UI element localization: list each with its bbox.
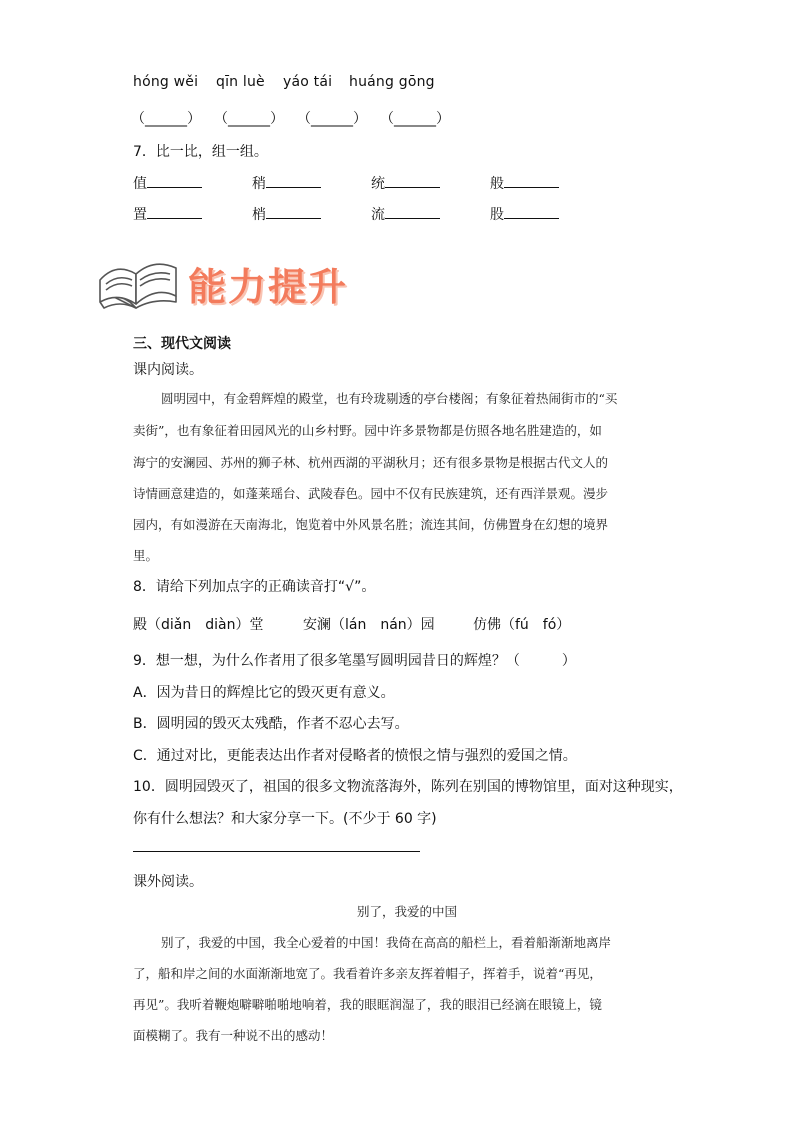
q7-prompt: 7．比一比，组一组。 (133, 144, 268, 160)
q10-prompt-line1: 10．圆明园毁灭了，祖国的很多文物流落海外，陈列在别国的博物馆里，面对这种现实， (133, 779, 683, 795)
char-label: 值 (133, 176, 147, 192)
answer-blank-3[interactable]: （______） (297, 111, 367, 127)
pinyin-3: yáo tái (283, 74, 333, 90)
passage-line: 卖街”，也有象征着田园风光的山乡村野。园中许多景物都是仿照各地名胜建造的，如 (133, 423, 602, 438)
passage-line: 诗情画意建造的，如蓬莱瑶台、武陵春色。园中不仅有民族建筑，还有西洋景观。漫步 (133, 486, 609, 501)
q7-row1-char1 (133, 173, 202, 193)
q7-row2-char4 (490, 204, 559, 224)
char-label: 流 (371, 207, 385, 223)
answer-blank-2[interactable]: （______） (214, 111, 284, 127)
q7-row2-char1 (133, 204, 202, 224)
q7-row1-char2 (252, 173, 321, 193)
char-label: 般 (490, 176, 504, 192)
fill-blank[interactable] (147, 173, 202, 188)
q10-answer-line[interactable] (133, 851, 420, 852)
passage-line: 面模糊了。我有一种说不出的感动！ (133, 1028, 334, 1043)
pinyin-1: hóng wěi (133, 74, 199, 90)
extra-reading-label: 课外阅读。 (133, 874, 203, 890)
section-heading: 三、现代文阅读 (133, 336, 231, 352)
q8-item-2[interactable]: 安澜（lán nán）园 (303, 617, 435, 633)
passage-title: 别了，我爱的中国 (357, 904, 458, 919)
q8-prompt: 8．请给下列加点字的正确读音打“√”。 (133, 579, 376, 595)
fill-blank[interactable] (266, 204, 321, 219)
char-label: 统 (371, 176, 385, 192)
fill-blank[interactable] (266, 173, 321, 188)
answer-blank-4[interactable]: （______） (380, 111, 450, 127)
pinyin-4: huáng gōng (349, 74, 435, 90)
q7-row2-char3 (371, 204, 440, 224)
fill-blank[interactable] (385, 204, 440, 219)
q9-option-b[interactable]: B．圆明园的毁灭太残酷，作者不忍心去写。 (133, 716, 409, 732)
banner-title: 能力提升 (188, 265, 349, 309)
fill-blank[interactable] (504, 204, 559, 219)
q9-option-a[interactable]: A．因为昔日的辉煌比它的毁灭更有意义。 (133, 685, 395, 701)
answer-blank-1[interactable]: （______） (131, 111, 201, 127)
fill-blank[interactable] (385, 173, 440, 188)
q8-item-3[interactable]: 仿佛（fú fó） (473, 617, 571, 633)
q7-row1-char3 (371, 173, 440, 193)
char-label: 置 (133, 207, 147, 223)
pinyin-2: qīn luè (216, 74, 265, 90)
passage-line: 园内，有如漫游在天南海北，饱览着中外风景名胜；流连其间，仿佛置身在幻想的境界 (133, 517, 609, 532)
q9-option-c[interactable]: C．通过对比，更能表达出作者对侵略者的愤恨之情与强烈的爱国之情。 (133, 748, 577, 764)
fill-blank[interactable] (147, 204, 202, 219)
char-label: 稍 (252, 176, 266, 192)
q10-prompt-line2: 你有什么想法？和大家分享一下。(不少于 60 字) (133, 811, 437, 827)
char-label: 梢 (252, 207, 266, 223)
q9-prompt: 9．想一想，为什么作者用了很多笔墨写圆明园昔日的辉煌？（ ） (133, 653, 576, 669)
passage-line: 了，船和岸之间的水面渐渐地宽了。我看着许多亲友挥着帽子，挥着手，说着“再见， (133, 966, 602, 981)
char-label: 股 (490, 207, 504, 223)
passage-line: 圆明园中，有金碧辉煌的殿堂，也有玲珑剔透的亭台楼阁；有象征着热闹街市的“买 (161, 391, 618, 406)
passage-line: 别了，我爱的中国，我全心爱着的中国！我倚在高高的船栏上，看着船渐渐地离岸 (161, 935, 612, 950)
passage-line: 再见”。我听着鞭炮噼噼啪啪地响着，我的眼眶润湿了，我的眼泪已经滴在眼镜上，镜 (133, 997, 602, 1012)
passage-line: 海宁的安澜园、苏州的狮子林、杭州西湖的平湖秋月；还有很多景物是根据古代文人的 (133, 455, 609, 470)
open-book-icon (96, 250, 180, 314)
in-class-reading-label: 课内阅读。 (133, 362, 203, 378)
q7-row2-char2 (252, 204, 321, 224)
fill-blank[interactable] (504, 173, 559, 188)
passage-line: 里。 (133, 548, 159, 563)
q8-item-1[interactable]: 殿（diǎn diàn）堂 (133, 617, 264, 633)
q7-row1-char4 (490, 173, 559, 193)
